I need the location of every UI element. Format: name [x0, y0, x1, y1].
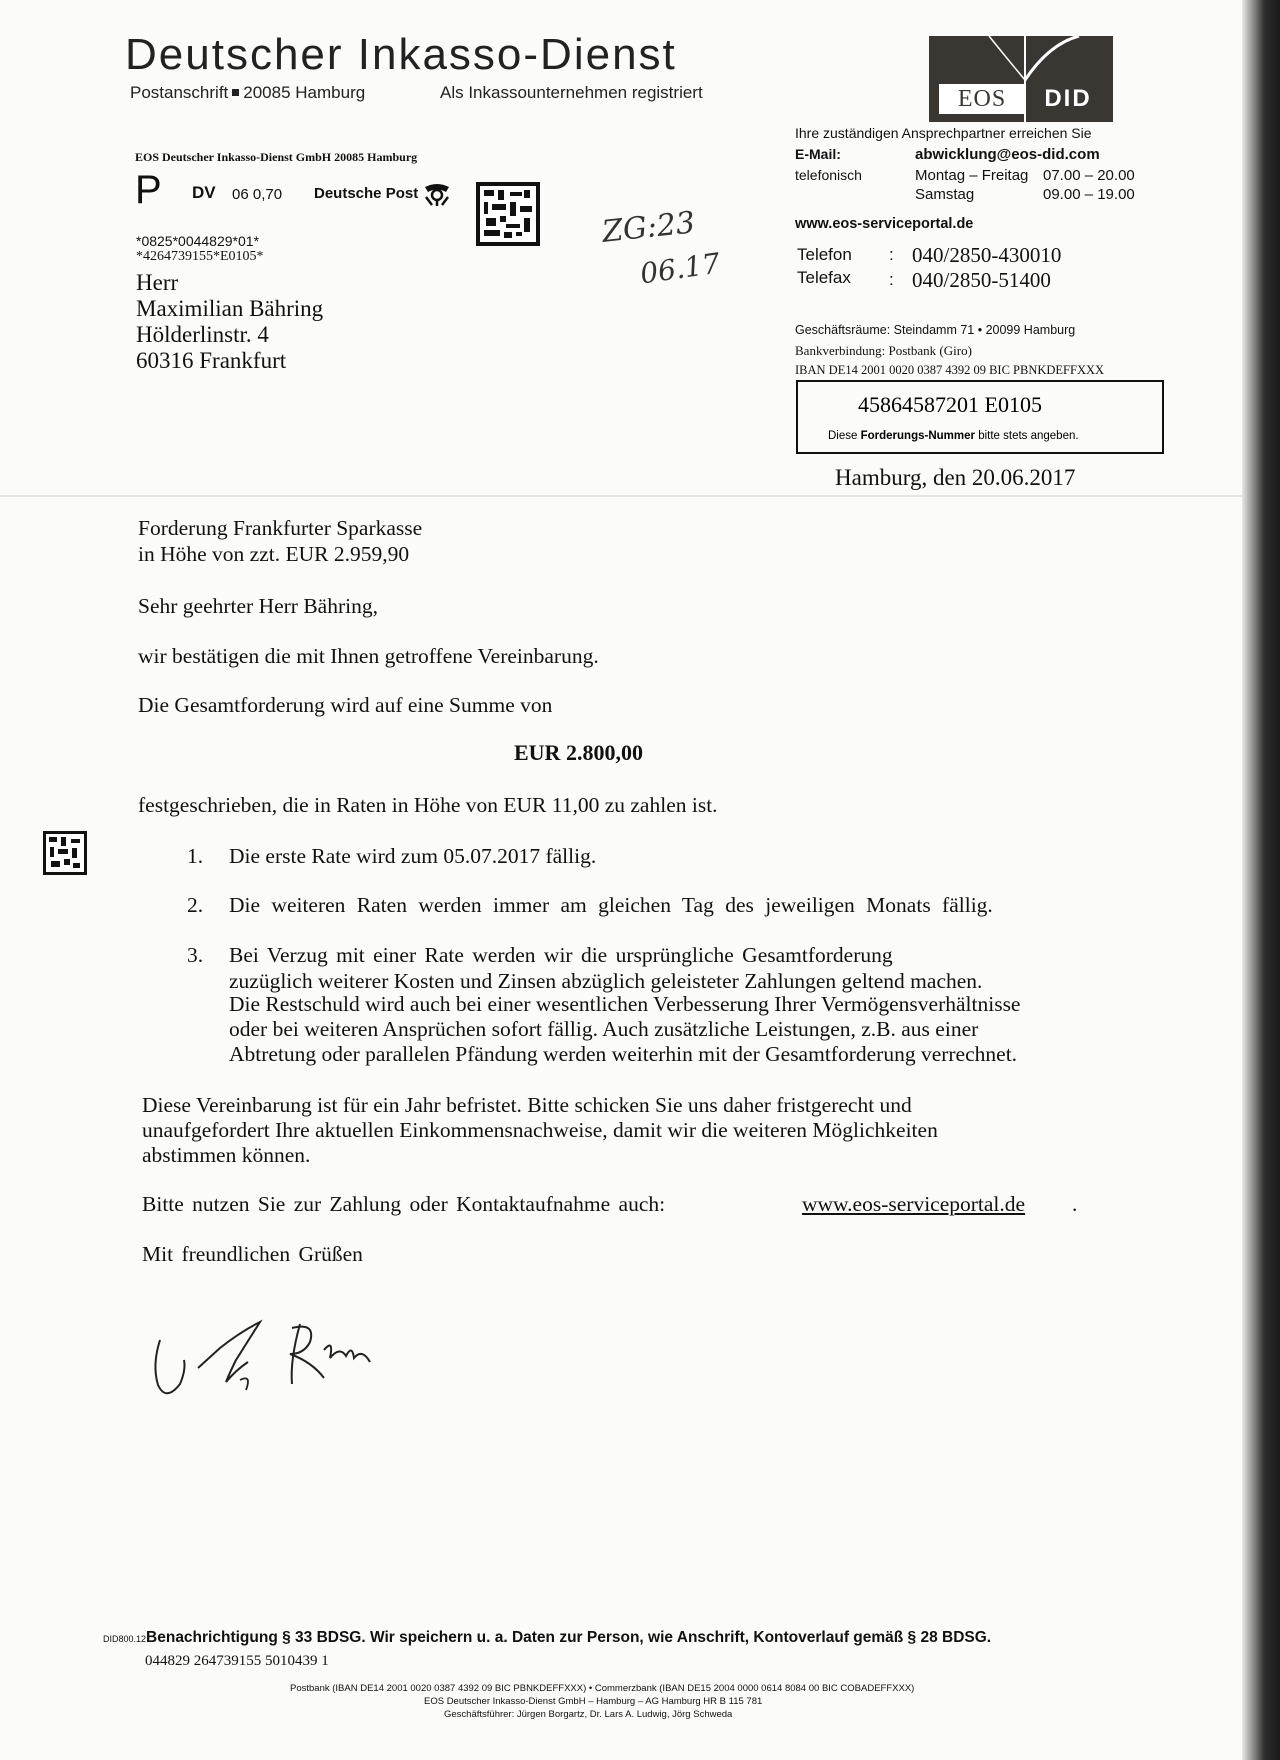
signature-icon [140, 1300, 400, 1410]
routing-code-2: *4264739155*E0105* [136, 249, 264, 264]
handwritten-note-1: ZG:23 [600, 205, 697, 250]
handwritten-note-2: 06.17 [638, 246, 723, 291]
list-item-3-line-2: zuzüglich weiterer Kosten und Zinsen abzüglich geleisteter Zahlungen geltend machen. [229, 969, 983, 993]
footer-reference: 044829 264739155 5010439 1 [145, 1653, 329, 1669]
telefon-number[interactable]: 040/2850-430010 [912, 243, 1062, 267]
iban-line: IBAN DE14 2001 0020 0387 4392 09 BIC PBNKDEFFXXX [795, 363, 1105, 377]
registration-note: Als Inkassounternehmen registriert [440, 83, 703, 102]
recipient-salutation: Herr [136, 270, 179, 295]
routing-code-1: *0825*0044829*01* [136, 233, 260, 249]
agreed-amount: EUR 2.800,00 [514, 740, 643, 765]
telefon-label: Telefon [797, 245, 852, 264]
scan-edge [1242, 0, 1280, 1760]
office-address: Geschäftsräume: Steindamm 71 • 20099 Hamburg [795, 323, 1076, 337]
reference-number: 45864587201 E0105 [858, 392, 1042, 417]
paragraph-4-line-1: Diese Vereinbarung ist für ein Jahr befristet. Bitte schicken Sie uns daher fristgerecht und [142, 1093, 912, 1117]
posthorn-icon [422, 183, 452, 207]
subject-line-2: in Höhe von zzt. EUR 2.959,90 [138, 542, 410, 566]
list-item-3-line-3: Die Restschuld wird auch bei einer wesentlichen Verbesserung Ihrer Vermögensverhältnisse [229, 992, 1021, 1016]
telefon-separator: : [889, 245, 894, 264]
privacy-notice [103, 1629, 991, 1647]
bank-connection: Bankverbindung: Postbank (Giro) [795, 343, 972, 358]
list-item-3-line-4: oder bei weiteren Ansprüchen sofort fällig. Auch zusätzliche Leistungen, z.B. aus einer [229, 1017, 979, 1041]
saturday-label: Samstag [915, 186, 975, 203]
reference-note-suffix: bitte stets angeben. [978, 430, 1079, 442]
fold-line [0, 495, 1242, 497]
list-item-3-number: 3. [187, 943, 204, 967]
paragraph-4-line-3: abstimmen können. [142, 1143, 311, 1167]
reference-box [796, 380, 1164, 454]
closing: Mit freundlichen Grüßen [142, 1242, 363, 1266]
saturday-hours: 09.00 – 19.00 [1043, 186, 1135, 203]
postage-code: 06 0,70 [232, 186, 283, 203]
paragraph-5-text: Bitte nutzen Sie zur Zahlung oder Kontaktaufnahme auch: [142, 1192, 666, 1216]
postage-p-mark: P [135, 168, 162, 212]
telefax-separator: : [889, 270, 894, 289]
privacy-notice-text: Benachrichtigung § 33 BDSG. Wir speichern u. a. Daten zur Person, wie Anschrift, Kontoverlauf gemäß § 28 BDSG. [146, 1629, 992, 1646]
list-item-1-text: Die erste Rate wird zum 05.07.2017 fällig. [229, 844, 597, 868]
side-matrix-code-icon [43, 831, 87, 875]
postage-dv: DV [192, 183, 216, 202]
subject-line-1: Forderung Frankfurter Sparkasse [138, 516, 423, 540]
list-item-3-line-5: Abtretung oder parallelen Pfändung werden weiterhin mit der Gesamtforderung verrechnet. [229, 1042, 1018, 1066]
footer-company-register: EOS Deutscher Inkasso-Dienst GmbH – Hamburg – AG Hamburg HR B 115 781 [424, 1696, 763, 1707]
bullet-icon [232, 89, 239, 96]
footer-managers: Geschäftsführer: Jürgen Borgartz, Dr. Lars A. Ludwig, Jörg Schweda [444, 1709, 733, 1720]
postal-address [130, 83, 365, 103]
list-item-3-line-1: Bei Verzug mit einer Rate werden wir die ursprüngliche Gesamtforderung [229, 943, 893, 967]
postal-city: 20085 Hamburg [243, 83, 366, 102]
reference-note-bold: Forderungs-Nummer [860, 430, 975, 442]
period-glyph: . [1072, 1192, 1078, 1216]
weekday-label: Montag – Freitag [915, 167, 1029, 184]
form-code: DID800.12 [103, 1634, 147, 1644]
paragraph-4-line-2: unaufgefordert Ihre aktuellen Einkommensnachweise, damit wir die weiteren Möglichkeiten [142, 1118, 938, 1142]
paragraph-2: Die Gesamtforderung wird auf eine Summe von [138, 693, 553, 717]
sender-line: EOS Deutscher Inkasso-Dienst GmbH 20085 Hamburg [135, 150, 418, 164]
paragraph-3: festgeschrieben, die in Raten in Höhe von EUR 11,00 zu zahlen ist. [138, 793, 718, 817]
greeting: Sehr geehrter Herr Bähring, [138, 594, 378, 618]
reference-note [828, 430, 1079, 442]
list-item-2-number: 2. [187, 893, 204, 917]
phone-label: telefonisch [795, 167, 862, 183]
company-name: Deutscher Inkasso-Dienst [125, 30, 677, 79]
postage-matrix-code-icon [476, 182, 540, 246]
serviceportal-link[interactable]: www.eos-serviceportal.de [802, 1192, 1026, 1216]
logo-did-text: DID [1044, 85, 1092, 112]
list-item-2-text: Die weiteren Raten werden immer am gleichen Tag des jeweiligen Monats fällig. [229, 893, 993, 917]
letter-date: Hamburg, den 20.06.2017 [835, 465, 1076, 490]
email-link[interactable]: abwicklung@eos-did.com [915, 146, 1100, 163]
footer-bank-details: Postbank (IBAN DE14 2001 0020 0387 4392 09 BIC PBNKDEFFXXX) • Commerzbank (IBAN DE15 2004 0000 0614 8084 00 BIC COBADEFFXXX) [290, 1683, 915, 1694]
contact-heading: Ihre zuständigen Ansprechpartner erreichen Sie [795, 125, 1092, 141]
eos-did-logo [929, 36, 1113, 122]
paragraph-1: wir bestätigen die mit Ihnen getroffene Vereinbarung. [138, 644, 599, 668]
list-item-1-number: 1. [187, 844, 204, 868]
recipient-name: Maximilian Bähring [136, 296, 324, 321]
carrier-name: Deutsche Post [314, 185, 419, 202]
recipient-city: 60316 Frankfurt [136, 348, 287, 373]
postal-label: Postanschrift [130, 83, 229, 102]
telefax-label: Telefax [797, 268, 851, 287]
logo-eos-text: EOS [939, 84, 1025, 114]
recipient-street: Hölderlinstr. 4 [136, 322, 269, 347]
email-label: E-Mail: [795, 146, 841, 162]
reference-note-prefix: Diese [828, 430, 858, 442]
weekday-hours: 07.00 – 20.00 [1043, 167, 1135, 184]
portal-link[interactable]: www.eos-serviceportal.de [795, 216, 974, 232]
telefax-number: 040/2850-51400 [912, 268, 1051, 292]
